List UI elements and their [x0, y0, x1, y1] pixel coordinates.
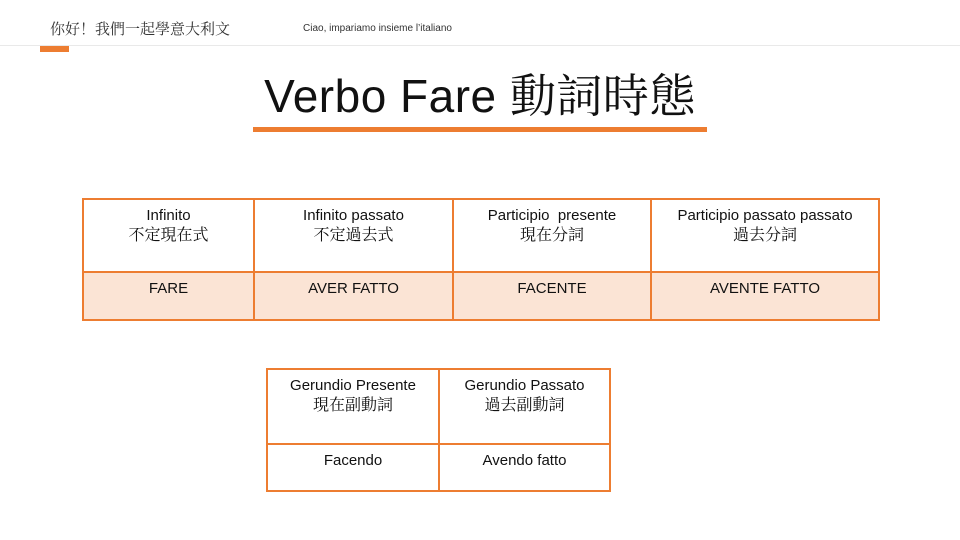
- form-value: FACENTE: [453, 272, 651, 320]
- form-name-chinese: 現在分詞: [519, 227, 584, 244]
- title-underline: [253, 127, 707, 132]
- table-header-cell: [267, 369, 439, 444]
- table-header-cell: [83, 199, 254, 272]
- table-header-cell: [651, 199, 879, 272]
- table-header-row: [267, 369, 610, 444]
- gerund-table: [266, 368, 611, 492]
- table-header-cell: [254, 199, 453, 272]
- form-value: Avendo fatto: [439, 444, 610, 491]
- form-name-italian: Infinito passato: [303, 207, 404, 224]
- table-value-row: [83, 272, 879, 320]
- form-name-chinese: 過去分詞: [732, 227, 797, 244]
- form-name-chinese: 過去副動詞: [484, 397, 565, 414]
- header-italian-subtitle: Ciao, impariamo insieme l’italiano: [303, 23, 452, 34]
- form-name-chinese: 不定過去式: [313, 227, 394, 244]
- table-header-cell: [453, 199, 651, 272]
- header-accent-bar: [40, 46, 69, 52]
- table-header-row: [83, 199, 879, 272]
- table-value-row: [267, 444, 610, 491]
- form-name-chinese: 現在副動詞: [312, 397, 393, 414]
- form-name-chinese: 不定現在式: [128, 227, 209, 244]
- slide-title: Verbo Fare 動詞時態: [264, 70, 696, 122]
- form-name-italian: Participio presente: [487, 207, 617, 224]
- form-value: AVER FATTO: [254, 272, 453, 320]
- form-value: FARE: [83, 272, 254, 320]
- form-name-italian: Gerundio Presente: [290, 377, 416, 394]
- form-value: Facendo: [267, 444, 439, 491]
- header-chinese-title: 你好！我們一起學意大利文: [50, 21, 231, 38]
- table-header-cell: [439, 369, 610, 444]
- verb-forms-table: [82, 198, 880, 321]
- form-name-italian: Infinito: [146, 207, 191, 224]
- form-name-italian: Participio passato passato: [677, 207, 853, 224]
- form-name-italian: Gerundio Passato: [464, 377, 585, 394]
- header-divider: [0, 45, 960, 46]
- form-value: AVENTE FATTO: [651, 272, 879, 320]
